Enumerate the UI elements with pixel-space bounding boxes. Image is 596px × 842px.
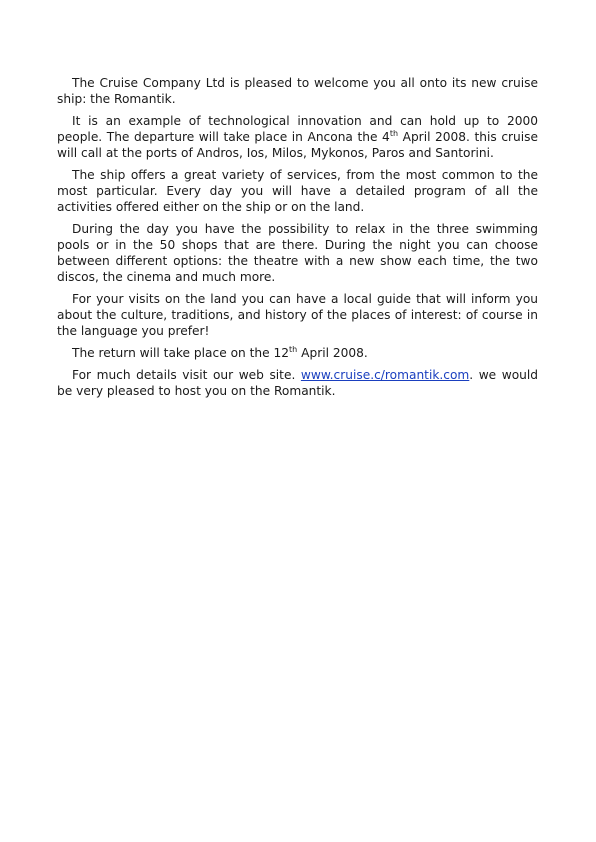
paragraph-details [57,367,538,399]
return-text-start: The return will take place on the 12 [72,346,290,360]
paragraph-welcome: The Cruise Company Ltd is pleased to welcome you all onto its new cruise ship: the Romantik. [57,76,538,106]
details-text-end: . we would be very pleased to host you on the Romantik. [57,368,538,398]
departure-date-suffix: th [389,129,399,138]
document-body [57,75,538,405]
website-link[interactable]: www.cruise.c/romantik.com [300,368,470,382]
paragraph-departure [57,113,538,161]
paragraph-return [57,345,538,361]
paragraph-services: The ship offers a great variety of services, from the most common to the most particular. Every day you will have a detailed program of all the activities offered either on the ship or on the land. [57,168,538,214]
return-date-suffix: th [289,345,298,354]
departure-text-end: April 2008. this cruise will call at the ports of Andros, Ios, Milos, Mykonos, Paros and Santorini. [57,130,538,160]
departure-text-start: It is an example of technological innovation and can hold up to 2000 people. The departure will take place in Ancona the 4 [57,114,538,144]
return-text-end: April 2008. [297,346,368,360]
paragraph-activities: During the day you have the possibility to relax in the three swimming pools or in the 50 shops that are there. During the night you can choose between different options: the theatre with a new show each time, the two discos, the cinema and much more. [57,222,538,284]
paragraph-guide: For your visits on the land you can have a local guide that will inform you about the culture, traditions, and history of the places of interest: of course in the language you prefer! [57,292,538,338]
details-text-start: For much details visit our web site. [72,368,301,382]
